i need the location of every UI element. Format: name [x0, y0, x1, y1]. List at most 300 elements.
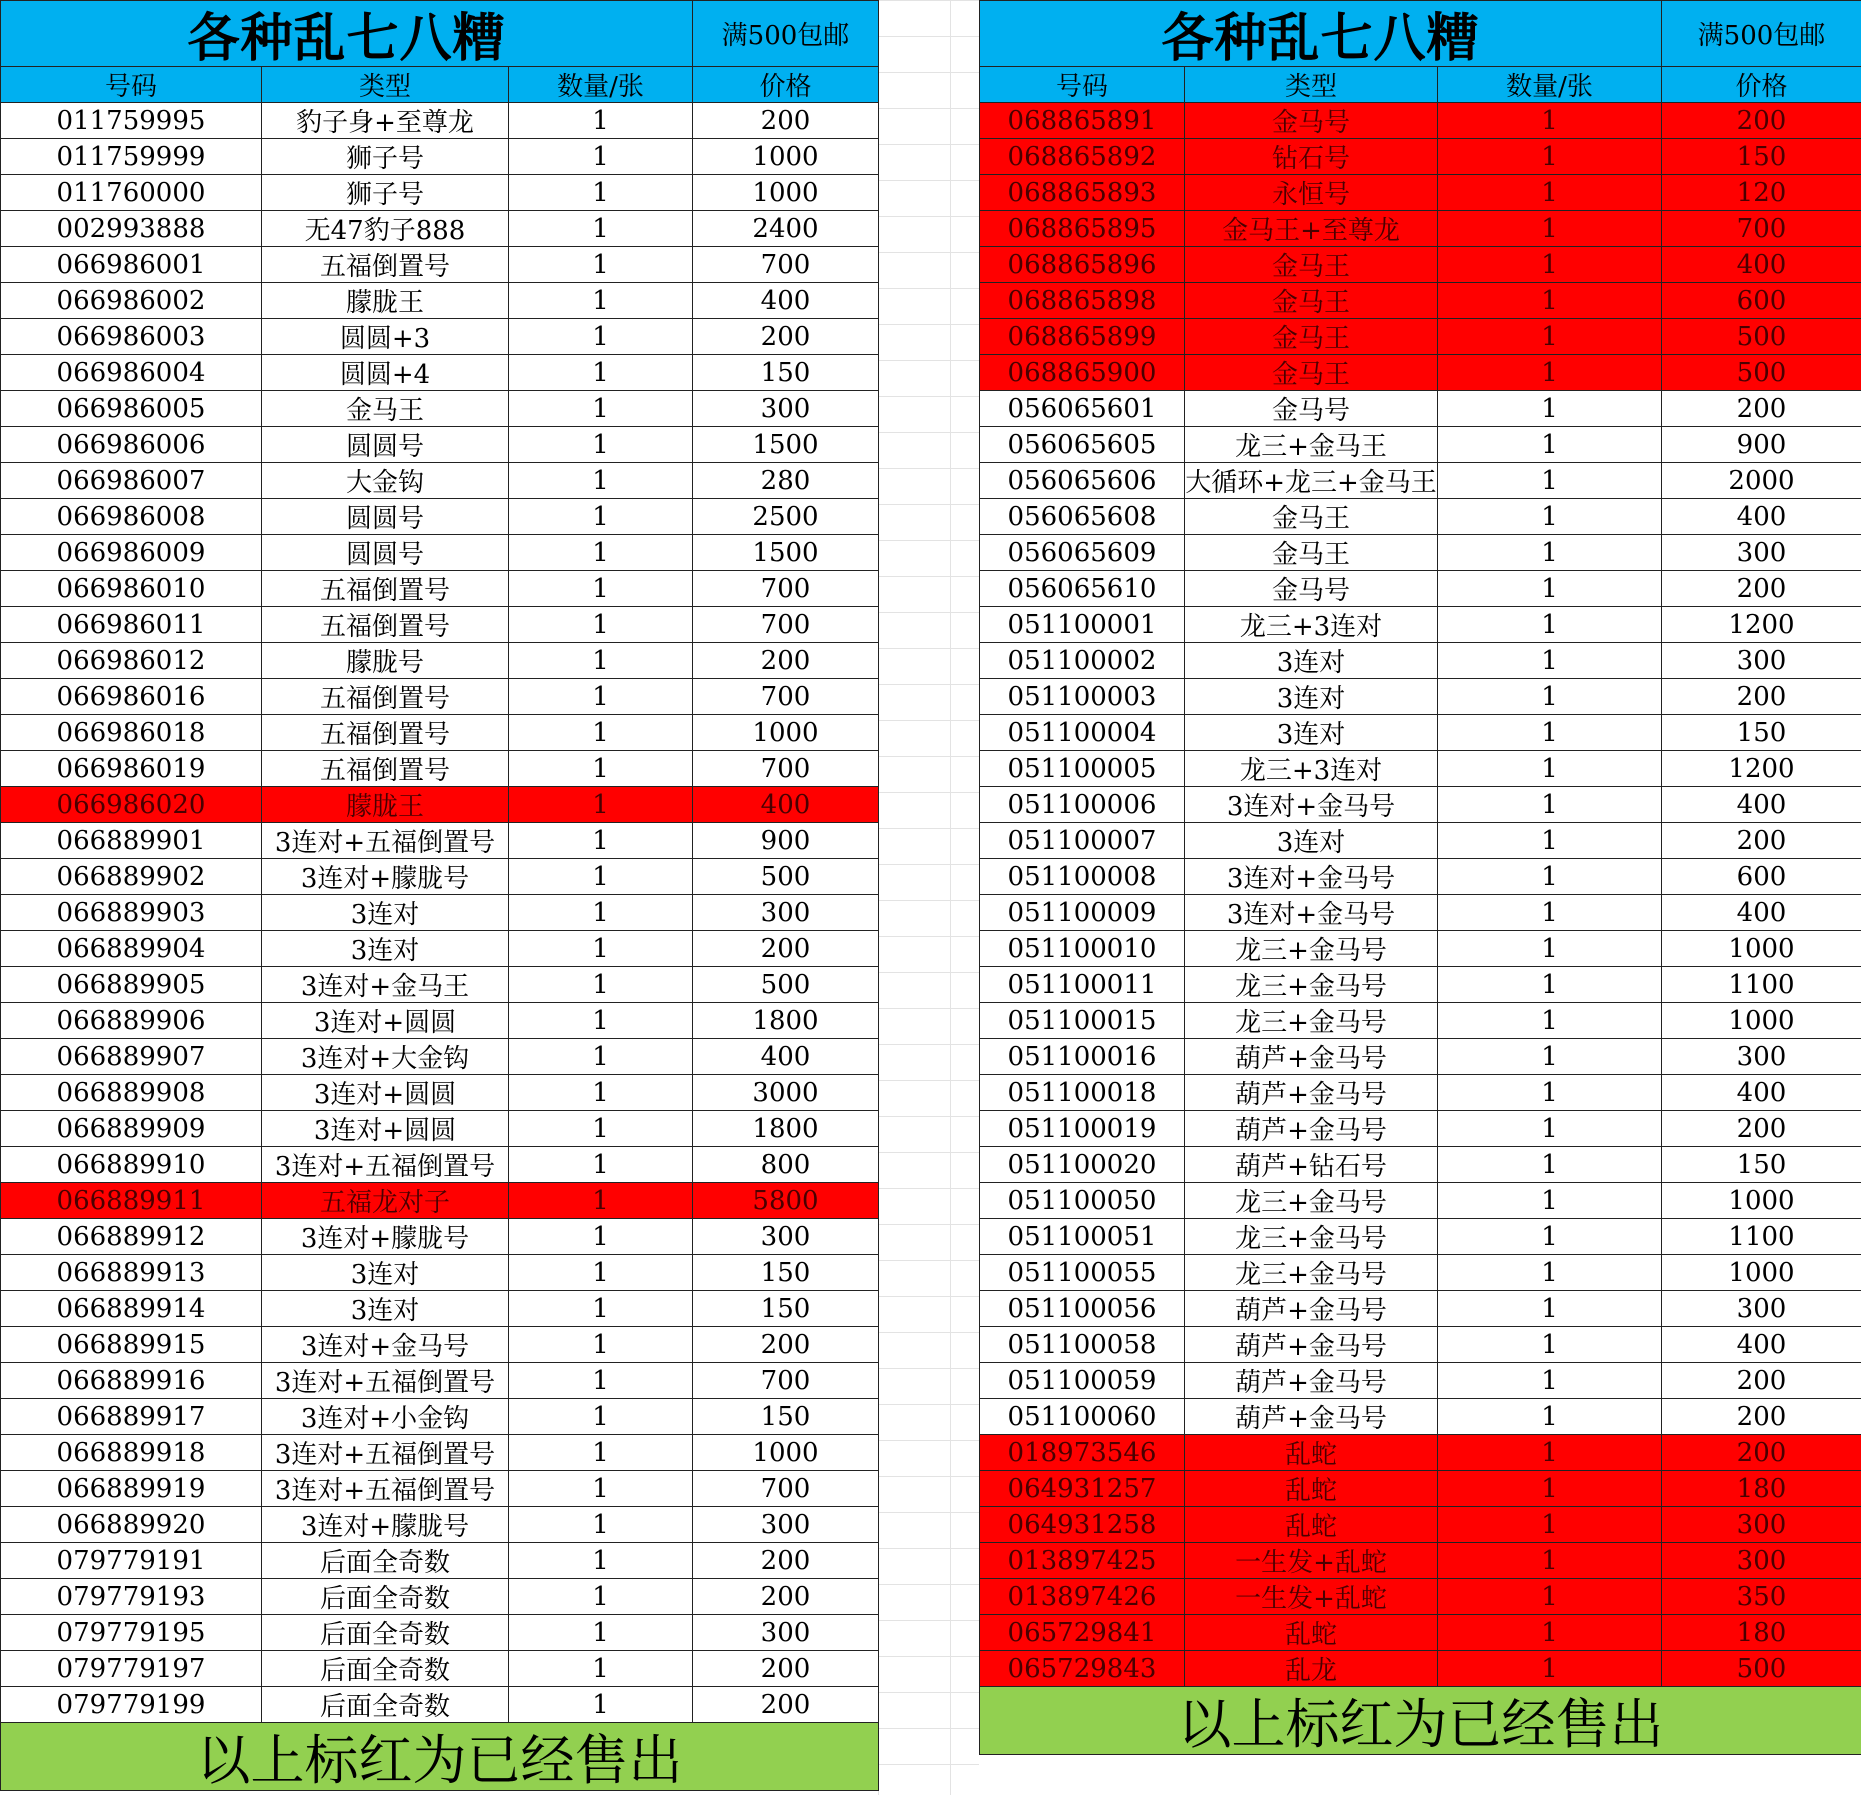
price-cell: 1000 [693, 139, 879, 175]
table-row [980, 499, 1861, 535]
table-row [980, 859, 1861, 895]
type-cell: 3连对 [262, 895, 509, 931]
quantity-cell: 1 [1438, 1255, 1662, 1291]
header-type: 类型 [262, 67, 509, 103]
number-cell: 066889907 [1, 1039, 262, 1075]
table-row [1, 1543, 879, 1579]
number-cell: 066889912 [1, 1219, 262, 1255]
number-cell: 065729843 [980, 1651, 1185, 1687]
quantity-cell: 1 [509, 1399, 693, 1435]
type-cell: 金马王 [1185, 247, 1438, 283]
number-cell: 066986007 [1, 463, 262, 499]
type-cell: 后面全奇数 [262, 1615, 509, 1651]
quantity-cell: 1 [509, 1471, 693, 1507]
title-row [980, 1, 1861, 67]
table-row [1, 607, 879, 643]
price-cell: 200 [1662, 679, 1861, 715]
price-cell: 180 [1662, 1615, 1861, 1651]
type-cell: 朦胧王 [262, 283, 509, 319]
price-cell: 700 [1662, 211, 1861, 247]
quantity-cell: 1 [1438, 1399, 1662, 1435]
number-cell: 079779197 [1, 1651, 262, 1687]
table-row [1, 1003, 879, 1039]
quantity-cell: 1 [509, 355, 693, 391]
quantity-cell: 1 [1438, 1471, 1662, 1507]
number-cell: 066889902 [1, 859, 262, 895]
number-cell: 011759995 [1, 103, 262, 139]
price-cell: 700 [693, 1471, 879, 1507]
table-row [980, 715, 1861, 751]
number-cell: 079779195 [1, 1615, 262, 1651]
quantity-cell: 1 [1438, 715, 1662, 751]
quantity-cell: 1 [509, 607, 693, 643]
number-cell: 068865891 [980, 103, 1185, 139]
table-row [1, 391, 879, 427]
number-cell: 056065605 [980, 427, 1185, 463]
table-row [1, 1255, 879, 1291]
number-cell: 066889905 [1, 967, 262, 1003]
type-cell: 五福倒置号 [262, 679, 509, 715]
type-cell: 五福倒置号 [262, 751, 509, 787]
number-cell: 056065606 [980, 463, 1185, 499]
price-cell: 700 [693, 751, 879, 787]
quantity-cell: 1 [1438, 1291, 1662, 1327]
number-cell: 065729841 [980, 1615, 1185, 1651]
table-row [980, 1291, 1861, 1327]
type-cell: 狮子号 [262, 139, 509, 175]
quantity-cell: 1 [509, 823, 693, 859]
number-cell: 068865900 [980, 355, 1185, 391]
sold-note-footer: 以上标红为已经售出 [1, 1723, 879, 1791]
quantity-cell: 1 [509, 679, 693, 715]
number-cell: 013897425 [980, 1543, 1185, 1579]
price-cell: 400 [1662, 787, 1861, 823]
quantity-cell: 1 [1438, 643, 1662, 679]
quantity-cell: 1 [1438, 1183, 1662, 1219]
price-cell: 1200 [1662, 607, 1861, 643]
price-cell: 1200 [1662, 751, 1861, 787]
type-cell: 葫芦+金马号 [1185, 1111, 1438, 1147]
number-cell: 056065608 [980, 499, 1185, 535]
table-row [1, 1219, 879, 1255]
quantity-cell: 1 [1438, 535, 1662, 571]
quantity-cell: 1 [1438, 247, 1662, 283]
table-row [980, 1039, 1861, 1075]
price-cell: 400 [1662, 499, 1861, 535]
table-row [980, 1183, 1861, 1219]
type-cell: 3连对+金马号 [1185, 787, 1438, 823]
number-cell: 051100003 [980, 679, 1185, 715]
table-row [1, 427, 879, 463]
price-cell: 1000 [693, 715, 879, 751]
price-cell: 1000 [1662, 1003, 1861, 1039]
header-price: 价格 [1662, 67, 1861, 103]
price-cell: 1800 [693, 1003, 879, 1039]
price-cell: 280 [693, 463, 879, 499]
type-cell: 3连对+小金钩 [262, 1399, 509, 1435]
type-cell: 永恒号 [1185, 175, 1438, 211]
number-cell: 056065609 [980, 535, 1185, 571]
price-cell: 400 [1662, 1327, 1861, 1363]
number-cell: 079779199 [1, 1687, 262, 1723]
type-cell: 一生发+乱蛇 [1185, 1543, 1438, 1579]
price-cell: 700 [693, 1363, 879, 1399]
price-cell: 200 [1662, 1363, 1861, 1399]
table-row [980, 931, 1861, 967]
type-cell: 葫芦+金马号 [1185, 1075, 1438, 1111]
type-cell: 葫芦+金马号 [1185, 1291, 1438, 1327]
table-row [1, 1507, 879, 1543]
table-row [1, 1039, 879, 1075]
type-cell: 3连对+圆圆 [262, 1111, 509, 1147]
price-cell: 300 [1662, 1543, 1861, 1579]
quantity-cell: 1 [509, 103, 693, 139]
quantity-cell: 1 [509, 1615, 693, 1651]
type-cell: 狮子号 [262, 175, 509, 211]
table-row [980, 607, 1861, 643]
price-cell: 500 [1662, 355, 1861, 391]
table-row-sold [980, 175, 1861, 211]
number-cell: 066889915 [1, 1327, 262, 1363]
quantity-cell: 1 [509, 1507, 693, 1543]
quantity-cell: 1 [509, 1363, 693, 1399]
number-cell: 051100009 [980, 895, 1185, 931]
number-cell: 066986018 [1, 715, 262, 751]
number-cell: 013897426 [980, 1579, 1185, 1615]
quantity-cell: 1 [509, 1183, 693, 1219]
type-cell: 3连对+金马号 [1185, 895, 1438, 931]
price-cell: 350 [1662, 1579, 1861, 1615]
number-cell: 066986019 [1, 751, 262, 787]
quantity-cell: 1 [1438, 607, 1662, 643]
table-row-sold [1, 1183, 879, 1219]
number-cell: 056065601 [980, 391, 1185, 427]
quantity-cell: 1 [509, 931, 693, 967]
table-row [1, 715, 879, 751]
price-cell: 300 [1662, 1039, 1861, 1075]
quantity-cell: 1 [509, 1543, 693, 1579]
quantity-cell: 1 [509, 1147, 693, 1183]
price-cell: 2400 [693, 211, 879, 247]
type-cell: 3连对+五福倒置号 [262, 1471, 509, 1507]
number-cell: 051100010 [980, 931, 1185, 967]
table-row [980, 535, 1861, 571]
number-cell: 051100016 [980, 1039, 1185, 1075]
type-cell: 圆圆+3 [262, 319, 509, 355]
quantity-cell: 1 [509, 1039, 693, 1075]
price-cell: 200 [1662, 823, 1861, 859]
table-row [980, 1255, 1861, 1291]
price-cell: 1000 [1662, 1255, 1861, 1291]
number-cell: 079779191 [1, 1543, 262, 1579]
number-cell: 066986004 [1, 355, 262, 391]
price-cell: 1100 [1662, 1219, 1861, 1255]
price-cell: 150 [1662, 715, 1861, 751]
quantity-cell: 1 [1438, 931, 1662, 967]
price-cell: 150 [693, 1291, 879, 1327]
price-cell: 200 [693, 103, 879, 139]
sold-note-footer: 以上标红为已经售出 [980, 1687, 1861, 1755]
price-cell: 200 [693, 319, 879, 355]
type-cell: 3连对+五福倒置号 [262, 1435, 509, 1471]
price-cell: 1000 [693, 1435, 879, 1471]
quantity-cell: 1 [1438, 211, 1662, 247]
number-cell: 066986003 [1, 319, 262, 355]
type-cell: 五福倒置号 [262, 715, 509, 751]
type-cell: 3连对+五福倒置号 [262, 1363, 509, 1399]
price-cell: 300 [1662, 1291, 1861, 1327]
type-cell: 圆圆+4 [262, 355, 509, 391]
price-cell: 5800 [693, 1183, 879, 1219]
quantity-cell: 1 [509, 1075, 693, 1111]
quantity-cell: 1 [509, 967, 693, 1003]
type-cell: 3连对+圆圆 [262, 1003, 509, 1039]
quantity-cell: 1 [509, 1111, 693, 1147]
quantity-cell: 1 [1438, 967, 1662, 1003]
quantity-cell: 1 [509, 1579, 693, 1615]
type-cell: 圆圆号 [262, 499, 509, 535]
type-cell: 钻石号 [1185, 139, 1438, 175]
type-cell: 龙三+金马号 [1185, 1183, 1438, 1219]
quantity-cell: 1 [1438, 463, 1662, 499]
quantity-cell: 1 [1438, 1111, 1662, 1147]
type-cell: 后面全奇数 [262, 1651, 509, 1687]
price-cell: 1500 [693, 535, 879, 571]
price-cell: 700 [693, 679, 879, 715]
left-price-table [0, 0, 879, 1791]
quantity-cell: 1 [509, 247, 693, 283]
table-row [980, 1363, 1861, 1399]
type-cell: 后面全奇数 [262, 1543, 509, 1579]
price-cell: 2500 [693, 499, 879, 535]
number-cell: 051100019 [980, 1111, 1185, 1147]
type-cell: 3连对 [262, 1291, 509, 1327]
quantity-cell: 1 [509, 895, 693, 931]
quantity-cell: 1 [509, 535, 693, 571]
number-cell: 068865895 [980, 211, 1185, 247]
table-title: 各种乱七八糟 [980, 1, 1662, 67]
quantity-cell: 1 [1438, 175, 1662, 211]
number-cell: 066889918 [1, 1435, 262, 1471]
number-cell: 066889910 [1, 1147, 262, 1183]
type-cell: 3连对 [1185, 823, 1438, 859]
quantity-cell: 1 [509, 1291, 693, 1327]
table-row [1, 571, 879, 607]
number-cell: 066889916 [1, 1363, 262, 1399]
type-cell: 3连对 [262, 1255, 509, 1291]
free-shipping-note: 满500包邮 [693, 1, 879, 67]
type-cell: 金马王 [262, 391, 509, 427]
type-cell: 乱蛇 [1185, 1471, 1438, 1507]
quantity-cell: 1 [1438, 1219, 1662, 1255]
quantity-cell: 1 [509, 391, 693, 427]
number-cell: 051100058 [980, 1327, 1185, 1363]
table-row-sold [980, 355, 1861, 391]
price-cell: 150 [1662, 1147, 1861, 1183]
price-cell: 300 [1662, 535, 1861, 571]
header-number: 号码 [980, 67, 1185, 103]
quantity-cell: 1 [1438, 895, 1662, 931]
table-row [980, 967, 1861, 1003]
quantity-cell: 1 [509, 715, 693, 751]
price-cell: 400 [1662, 895, 1861, 931]
quantity-cell: 1 [1438, 823, 1662, 859]
type-cell: 葫芦+钻石号 [1185, 1147, 1438, 1183]
table-row [1, 1327, 879, 1363]
price-cell: 400 [1662, 247, 1861, 283]
table-row [1, 967, 879, 1003]
type-cell: 金马王 [1185, 535, 1438, 571]
quantity-cell: 1 [509, 1003, 693, 1039]
number-cell: 051100005 [980, 751, 1185, 787]
type-cell: 3连对+朦胧号 [262, 1507, 509, 1543]
quantity-cell: 1 [509, 283, 693, 319]
price-cell: 500 [1662, 1651, 1861, 1687]
type-cell: 3连对 [262, 931, 509, 967]
table-row [980, 1219, 1861, 1255]
number-cell: 066889903 [1, 895, 262, 931]
table-row-sold [1, 787, 879, 823]
number-cell: 051100059 [980, 1363, 1185, 1399]
price-cell: 500 [693, 967, 879, 1003]
type-cell: 金马王 [1185, 283, 1438, 319]
quantity-cell: 1 [509, 1219, 693, 1255]
price-cell: 300 [1662, 1507, 1861, 1543]
type-cell: 金马号 [1185, 571, 1438, 607]
header-number: 号码 [1, 67, 262, 103]
table-body [1, 103, 879, 1723]
number-cell: 066889906 [1, 1003, 262, 1039]
table-row [1, 1111, 879, 1147]
price-cell: 200 [1662, 1111, 1861, 1147]
price-cell: 200 [693, 1651, 879, 1687]
quantity-cell: 1 [1438, 139, 1662, 175]
quantity-cell: 1 [1438, 283, 1662, 319]
price-cell: 400 [693, 787, 879, 823]
type-cell: 3连对+圆圆 [262, 1075, 509, 1111]
price-cell: 1000 [1662, 1183, 1861, 1219]
price-cell: 200 [1662, 1399, 1861, 1435]
number-cell: 066889917 [1, 1399, 262, 1435]
table-row [1, 355, 879, 391]
table-row-sold [980, 247, 1861, 283]
price-cell: 200 [1662, 103, 1861, 139]
type-cell: 圆圆号 [262, 427, 509, 463]
number-cell: 066986005 [1, 391, 262, 427]
quantity-cell: 1 [1438, 571, 1662, 607]
number-cell: 066986001 [1, 247, 262, 283]
table-row [1, 139, 879, 175]
type-cell: 五福龙对子 [262, 1183, 509, 1219]
quantity-cell: 1 [1438, 679, 1662, 715]
table-row [1, 1471, 879, 1507]
quantity-cell: 1 [509, 1255, 693, 1291]
table-row [1, 1579, 879, 1615]
number-cell: 066889901 [1, 823, 262, 859]
number-cell: 066889909 [1, 1111, 262, 1147]
price-cell: 200 [693, 1579, 879, 1615]
header-price: 价格 [693, 67, 879, 103]
type-cell: 金马王 [1185, 355, 1438, 391]
table-row [1, 931, 879, 967]
table-row [1, 1615, 879, 1651]
number-cell: 051100020 [980, 1147, 1185, 1183]
free-shipping-note: 满500包邮 [1662, 1, 1861, 67]
price-cell: 200 [1662, 391, 1861, 427]
type-cell: 圆圆号 [262, 535, 509, 571]
number-cell: 079779193 [1, 1579, 262, 1615]
number-cell: 051100007 [980, 823, 1185, 859]
type-cell: 葫芦+金马号 [1185, 1327, 1438, 1363]
number-cell: 064931258 [980, 1507, 1185, 1543]
number-cell: 051100015 [980, 1003, 1185, 1039]
price-cell: 1500 [693, 427, 879, 463]
type-cell: 后面全奇数 [262, 1579, 509, 1615]
quantity-cell: 1 [509, 1651, 693, 1687]
type-cell: 龙三+3连对 [1185, 607, 1438, 643]
header-quantity: 数量/张 [509, 67, 693, 103]
type-cell: 豹子身+至尊龙 [262, 103, 509, 139]
number-cell: 051100050 [980, 1183, 1185, 1219]
quantity-cell: 1 [1438, 1363, 1662, 1399]
quantity-cell: 1 [509, 787, 693, 823]
type-cell: 无47豹子888 [262, 211, 509, 247]
price-cell: 600 [1662, 859, 1861, 895]
table-row [1, 175, 879, 211]
price-cell: 300 [693, 1507, 879, 1543]
right-price-table [979, 0, 1861, 1755]
type-cell: 后面全奇数 [262, 1687, 509, 1723]
table-row [980, 751, 1861, 787]
type-cell: 金马王+至尊龙 [1185, 211, 1438, 247]
type-cell: 3连对 [1185, 643, 1438, 679]
quantity-cell: 1 [1438, 355, 1662, 391]
type-cell: 3连对 [1185, 715, 1438, 751]
spreadsheet-gridlines [878, 0, 979, 1795]
table-row-sold [980, 1543, 1861, 1579]
type-cell: 金马王 [1185, 499, 1438, 535]
type-cell: 乱蛇 [1185, 1435, 1438, 1471]
number-cell: 051100011 [980, 967, 1185, 1003]
quantity-cell: 1 [509, 427, 693, 463]
table-row [1, 103, 879, 139]
table-row [1, 859, 879, 895]
price-cell: 500 [693, 859, 879, 895]
table-row-sold [980, 1471, 1861, 1507]
number-cell: 066889908 [1, 1075, 262, 1111]
price-cell: 700 [693, 247, 879, 283]
quantity-cell: 1 [509, 175, 693, 211]
price-cell: 200 [693, 643, 879, 679]
table-row [1, 823, 879, 859]
type-cell: 朦胧号 [262, 643, 509, 679]
table-title: 各种乱七八糟 [1, 1, 693, 67]
table-row [1, 895, 879, 931]
number-cell: 066986016 [1, 679, 262, 715]
table-row [980, 1327, 1861, 1363]
price-cell: 3000 [693, 1075, 879, 1111]
table-row [1, 751, 879, 787]
table-row [1, 1291, 879, 1327]
price-cell: 800 [693, 1147, 879, 1183]
table-row [1, 499, 879, 535]
type-cell: 3连对+大金钩 [262, 1039, 509, 1075]
header-quantity: 数量/张 [1438, 67, 1662, 103]
type-cell: 金马号 [1185, 103, 1438, 139]
type-cell: 3连对+金马王 [262, 967, 509, 1003]
price-cell: 300 [693, 1615, 879, 1651]
type-cell: 龙三+金马号 [1185, 1255, 1438, 1291]
